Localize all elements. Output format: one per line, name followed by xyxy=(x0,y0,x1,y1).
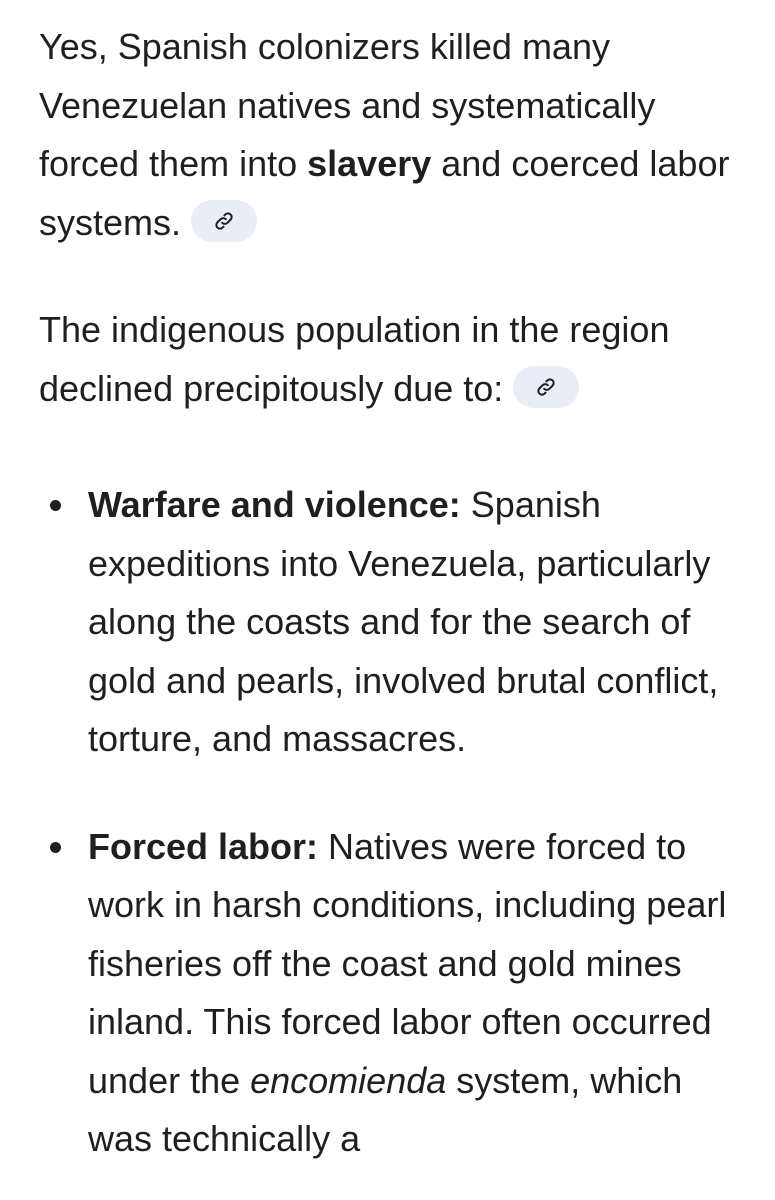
paragraph-2 xyxy=(39,301,739,418)
link-icon xyxy=(213,210,235,232)
paragraph-1-text-before: Yes, Spanish colonizers killed many Venezuelan natives and systematically forced them into xyxy=(39,26,656,184)
bullet-title: Warfare and violence: xyxy=(88,484,461,525)
bullet-list xyxy=(39,476,739,1169)
link-icon xyxy=(535,376,557,398)
bullet-text-before: Natives were forced to work in harsh conditions, including pearl fisheries off the coast and gold mines inland. This forced labor often occurred under the xyxy=(88,825,727,1101)
bullet-italic-term: encomienda xyxy=(250,1059,447,1101)
citation-chip[interactable] xyxy=(191,200,257,242)
paragraph-1-text-after: and coerced labor systems. xyxy=(39,143,730,243)
citation-chip[interactable] xyxy=(513,366,579,408)
paragraph-1-bold-term: slavery xyxy=(307,143,432,184)
paragraph-1 xyxy=(39,18,739,252)
bullet-dot xyxy=(50,500,61,511)
response-content xyxy=(39,18,739,1169)
bullet-title: Forced labor: xyxy=(88,825,319,867)
list-item xyxy=(39,818,739,1169)
bullet-text: Spanish expeditions into Venezuela, particularly along the coasts and for the search of gold and pearls, involved brutal conflict, torture, and massacres. xyxy=(88,484,719,759)
bullet-dot xyxy=(50,842,61,853)
bullet-text-after: system, which was technically a xyxy=(88,1059,683,1159)
paragraph-2-text: The indigenous population in the region declined precipitously due to: xyxy=(39,309,670,409)
list-item xyxy=(39,476,739,769)
